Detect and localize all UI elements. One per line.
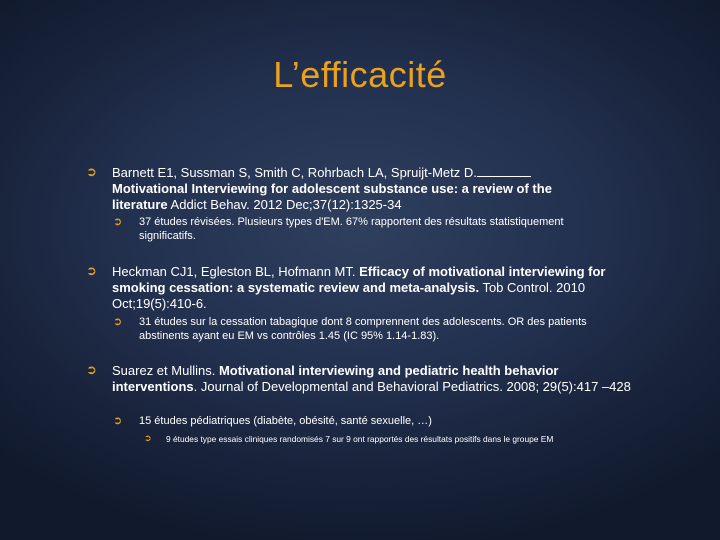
reference-text [112, 264, 627, 312]
reference-detail-3 [113, 414, 619, 428]
reference-citation: Addict Behav. 2012 Dec;37(12):1325-34 [170, 197, 402, 212]
reference-detail-2 [113, 315, 634, 343]
detail-text: 31 études sur la cessation tabagique dont 8 comprennent des adolescents. OR des patients abstinents ayant eu EM vs contrôles 1.45 (IC 95% 1.14-1.83). [139, 316, 587, 342]
reference-detail-1 [113, 215, 619, 243]
reference-citation: . Journal of Developmental and Behavioral Pediatrics. 2008; 29(5):417 –428 [193, 379, 631, 394]
subdetail-text: 9 études type essais cliniques randomisés 7 sur 9 ont rapportés des résultats positifs dans le groupe EM [166, 434, 554, 444]
reference-citation: Tob Control. 2010 Oct;19(5):410-6. [112, 280, 586, 311]
detail-text: 37 études révisées. Plusieurs types d'EM. 67% rapportent des résultats statistiquement significatifs. [139, 216, 564, 242]
slide-title: L’efficacité [273, 54, 447, 95]
arrow-circle-icon: ➲ [113, 215, 123, 228]
reference-title: Motivational interviewing and pediatric health behavior interventions [112, 363, 559, 394]
reference-item-3 [86, 363, 642, 395]
reference-item-1 [86, 165, 602, 213]
reference-authors: Barnett E1, Sussman S, Smith C, Rohrbach LA, Spruijt-Metz D. [112, 165, 477, 180]
detail-text: 15 études pédiatriques (diabète, obésité, santé sexuelle, …) [139, 415, 432, 427]
reference-text [112, 165, 602, 213]
reference-title: Motivational Interviewing for adolescent substance use: a review of the literature [112, 181, 552, 212]
arrow-circle-icon: ➲ [86, 363, 97, 378]
reference-authors: Heckman CJ1, Egleston BL, Hofmann MT. [112, 264, 356, 279]
arrow-circle-icon: ➲ [113, 414, 123, 427]
reference-subdetail-3 [144, 434, 646, 445]
arrow-circle-icon: ➲ [113, 315, 123, 328]
reference-item-2 [86, 264, 627, 312]
reference-text [112, 363, 642, 395]
arrow-circle-icon: ➲ [86, 264, 97, 279]
blank-underline [477, 166, 531, 177]
reference-title: Efficacy of motivational interviewing for smoking cessation: a systematic review and meta-analysis. [112, 264, 606, 295]
reference-authors: Suarez et Mullins. [112, 363, 216, 378]
arrow-circle-icon: ➲ [144, 434, 152, 444]
arrow-circle-icon: ➲ [86, 165, 97, 180]
